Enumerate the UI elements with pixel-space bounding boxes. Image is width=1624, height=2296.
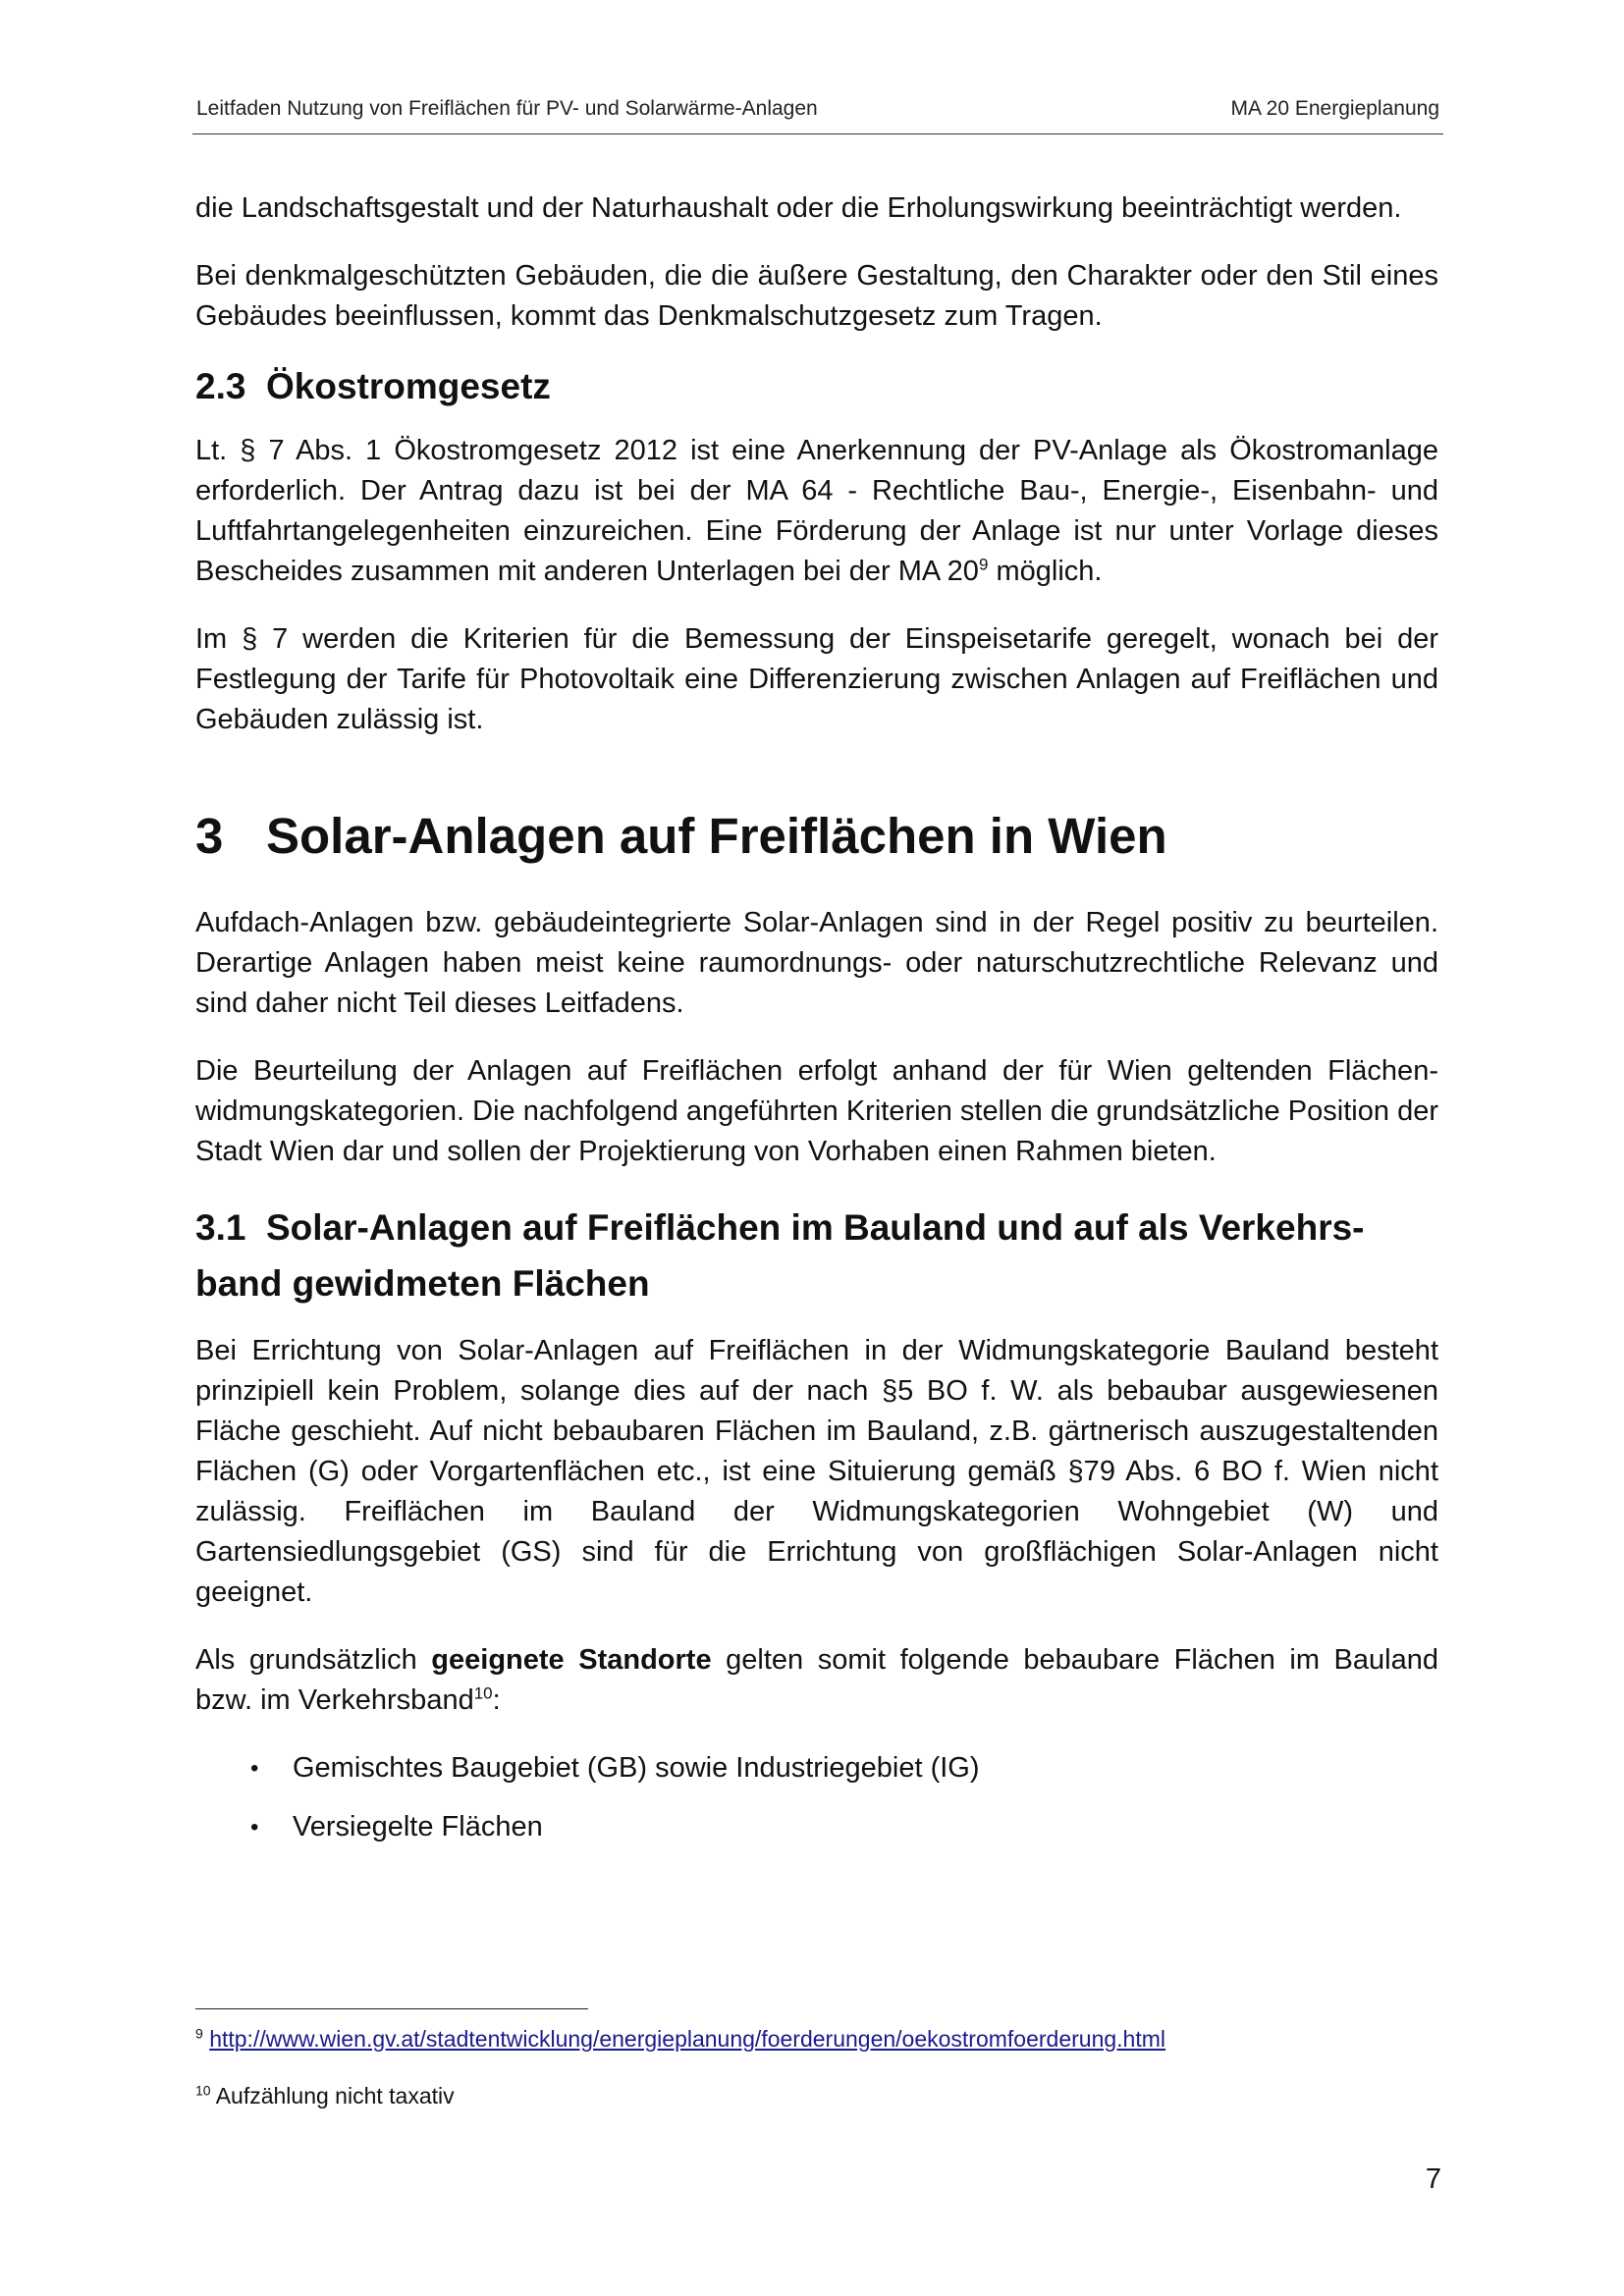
paragraph-text: möglich. [988, 556, 1103, 587]
list-item-text: Versiegelte Flächen [293, 1811, 543, 1842]
section-heading-3-1 [195, 1200, 1438, 1311]
header-department: MA 20 Energieplanung [1230, 97, 1439, 120]
section-title-line1: Solar-Anlagen auf Freiflächen im Bauland und auf als Verkehrs- [266, 1207, 1365, 1248]
chapter-title: Solar-Anlagen auf Freiflächen in Wien [266, 808, 1167, 864]
footnote-number: 9 [195, 2025, 203, 2042]
paragraph: Aufdach-Anlagen bzw. gebäudeintegrierte Solar-Anlagen sind in der Regel positiv zu beurteilen. Derartige Anlagen haben meist keine raumordnungs- oder naturschutzrechtliche Relevanz und sind daher nicht Teil dieses Leitfadens. [195, 907, 1438, 1019]
chapter-heading-3 [195, 807, 1438, 866]
section-title-line2: band gewidmeten Flächen [195, 1263, 650, 1304]
footnote-link[interactable]: http://www.wien.gv.at/stadtentwicklung/energieplanung/foerderungen/oekostromfoerderung.html [209, 2026, 1166, 2052]
page-number: 7 [1425, 2163, 1441, 2195]
paragraph-text: : [492, 1684, 501, 1716]
list-item [195, 1748, 1438, 1789]
bullet-icon: • [250, 1814, 259, 1841]
footnote-text: Aufzählung nicht taxativ [215, 2083, 455, 2109]
footnote-separator [195, 2008, 588, 2009]
list-item-text: Gemischtes Baugebiet (GB) sowie Industriegebiet (IG) [293, 1752, 980, 1784]
footnote-10 [195, 2081, 455, 2110]
bullet-list [195, 1748, 1438, 1847]
bold-text: geeignete Standorte [431, 1644, 712, 1676]
section-number: 2.3 [195, 366, 246, 406]
section-title: Ökostromgesetz [266, 366, 551, 406]
paragraph [195, 431, 1438, 592]
footnote-number: 10 [195, 2082, 211, 2099]
paragraph: Die Beurteilung der Anlagen auf Freiflächen erfolgt anhand der für Wien geltenden Flächenwidmungskategorien. Die nachfolgend angeführten Kriterien stellen die grundsätzliche Position der Stadt Wien dar und sollen der Projektierung von Vorhaben einen Rahmen bieten. [195, 1055, 1438, 1167]
footnote-ref-10[interactable]: 10 [473, 1683, 493, 1703]
footnote-9 [195, 2024, 1165, 2054]
paragraph: die Landschaftsgestalt und der Naturhaushalt oder die Erholungswirkung beeinträchtigt werden. [195, 192, 1402, 224]
paragraph: Bei Errichtung von Solar-Anlagen auf Freiflächen in der Widmungskategorie Bauland besteht prinzipiell kein Problem, solange dies auf der nach §5 BO f. W. als bebaubar ausgewiesenen Fläche geschieht. Auf nicht bebaubaren Flächen im Bauland, z.B. gärtnerisch auszugestaltenden Flächen (G) oder Vorgartenflächen etc., ist eine Situierung gemäß §79 Abs. 6 BO f. Wien nicht zulässig. Freiflächen im Bauland der Widmungskategorien Wohngebiet (W) und Gartensiedlungsgebiet (GS) sind für die Errichtung von großflächigen Solar-Anlagen nicht geeignet. [195, 1335, 1438, 1608]
header-title: Leitfaden Nutzung von Freiflächen für PV- und Solarwärme-Anlagen [196, 97, 818, 120]
bullet-icon: • [250, 1755, 259, 1782]
chapter-number: 3 [195, 808, 224, 864]
paragraph [195, 1640, 1438, 1721]
paragraph-text: gelten somit folgende bebaubare Flächen im Bauland bzw. im Verkehrsband [195, 1644, 1438, 1716]
paragraph: Im § 7 werden die Kriterien für die Bemessung der Einspeisetarife geregelt, wonach bei der Festlegung der Tarife für Photovoltaik eine Differenzierung zwischen Anlagen auf Freiflächen und Gebäuden zulässig ist. [195, 623, 1438, 735]
paragraph: Bei denkmalgeschützten Gebäuden, die die äußere Gestaltung, den Charakter oder den Stil eines Gebäudes beeinflussen, kommt das Denkmalschutzgesetz zum Tragen. [195, 260, 1438, 332]
list-item [195, 1807, 1438, 1847]
paragraph-text: Lt. § 7 Abs. 1 Ökostromgesetz 2012 ist eine Anerkennung der PV-Anlage als Ökostromanlage erforderlich. Der Antrag dazu ist bei der MA 64 - Rechtliche Bau-, Energie-, Eisenbahn- und Luftfahrtangelegenheiten einzureichen. Eine Förderung der Anlage ist nur unter Vorlage dieses Bescheides zusammen mit anderen Unterlagen bei der MA 20 [195, 435, 1438, 587]
footnote-ref-9[interactable]: 9 [978, 555, 989, 574]
paragraph-text: Als grundsätzlich [195, 1644, 432, 1676]
running-header [192, 94, 1443, 134]
section-heading-2-3 [195, 364, 1438, 409]
page-content [195, 188, 1438, 1866]
section-number: 3.1 [195, 1207, 246, 1248]
